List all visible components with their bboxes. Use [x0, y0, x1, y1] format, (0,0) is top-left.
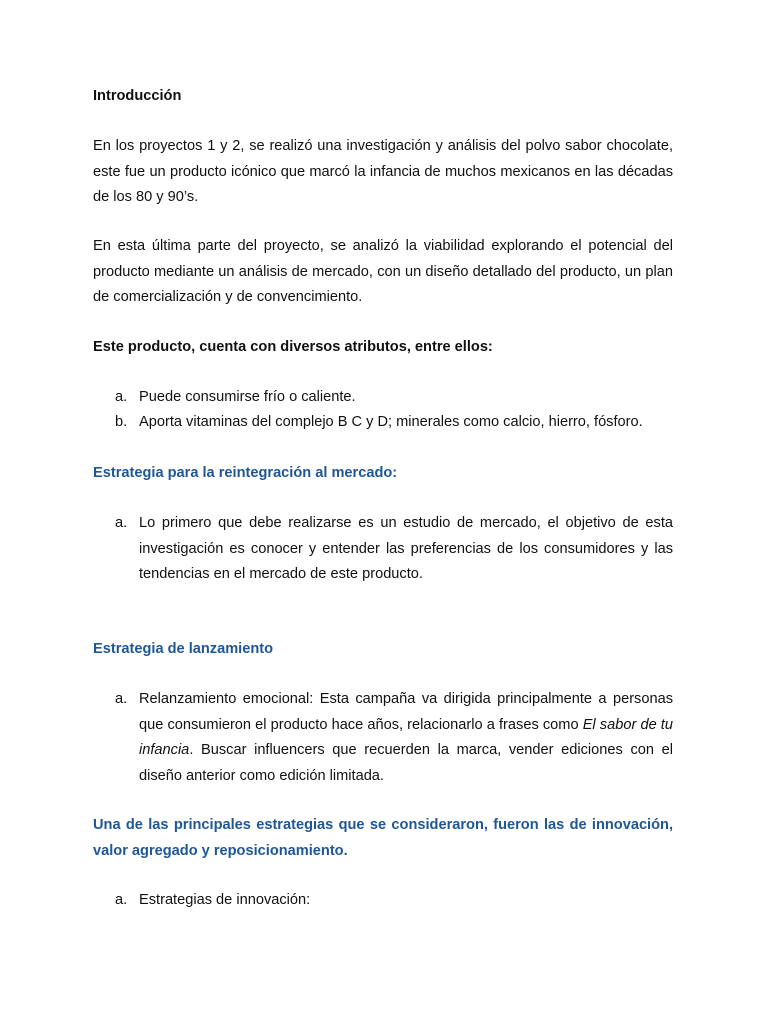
list-marker: a. — [115, 389, 128, 405]
strategies-heading: Una de las principales estrategias que se consideraron, fueron las de innovación, valor agregado y reposicionamiento. — [93, 817, 673, 859]
launch-text-after: . Buscar influencers que recuerden la marca, vender ediciones con el diseño anterior como edición limitada. — [139, 742, 673, 784]
innovation-item-a — [93, 888, 673, 914]
intro-paragraph-2: En esta última parte del proyecto, se analizó la viabilidad explorando el potencial del producto mediante un análisis de mercado, con un diseño detallado del producto, un plan de comercialización y de convencimiento. — [93, 238, 673, 305]
innovation-text: Estrategias de innovación: — [139, 892, 311, 908]
attributes-heading: Este producto, cuenta con diversos atributos, entre ellos: — [93, 339, 493, 355]
reintegration-item-a — [93, 511, 673, 588]
attribute-item-a — [93, 385, 673, 411]
reintegration-heading: Estrategia para la reintegración al mercado: — [93, 465, 398, 481]
list-marker: b. — [115, 414, 128, 430]
list-marker: a. — [115, 892, 128, 908]
launch-heading: Estrategia de lanzamiento — [93, 641, 274, 657]
launch-item-a — [93, 687, 673, 789]
slogan-italic: El sabor de tu infancia — [139, 716, 673, 758]
intro-paragraph-1: En los proyectos 1 y 2, se realizó una investigación y análisis del polvo sabor chocolate, este fue un producto icónico que marcó la infancia de muchos mexicanos en las décadas de los 80 y 90’s. — [93, 138, 673, 205]
reintegration-text: Lo primero que debe realizarse es un estudio de mercado, el objetivo de esta investigación es conocer y entender las preferencias de los consumidores y las tendencias en el mercado de este producto. — [139, 515, 673, 582]
list-marker: a. — [115, 691, 128, 707]
launch-text-before: Relanzamiento emocional: Esta campaña va dirigida principalmente a personas que consumieron el producto hace años, relacionarlo a frases como — [139, 691, 673, 733]
attribute-item-b — [93, 410, 673, 436]
list-marker: a. — [115, 515, 128, 531]
attribute-text: Puede consumirse frío o caliente. — [139, 389, 356, 405]
intro-heading: Introducción — [93, 88, 182, 104]
attribute-text: Aporta vitaminas del complejo B C y D; minerales como calcio, hierro, fósforo. — [139, 414, 643, 430]
launch-text — [139, 687, 673, 789]
